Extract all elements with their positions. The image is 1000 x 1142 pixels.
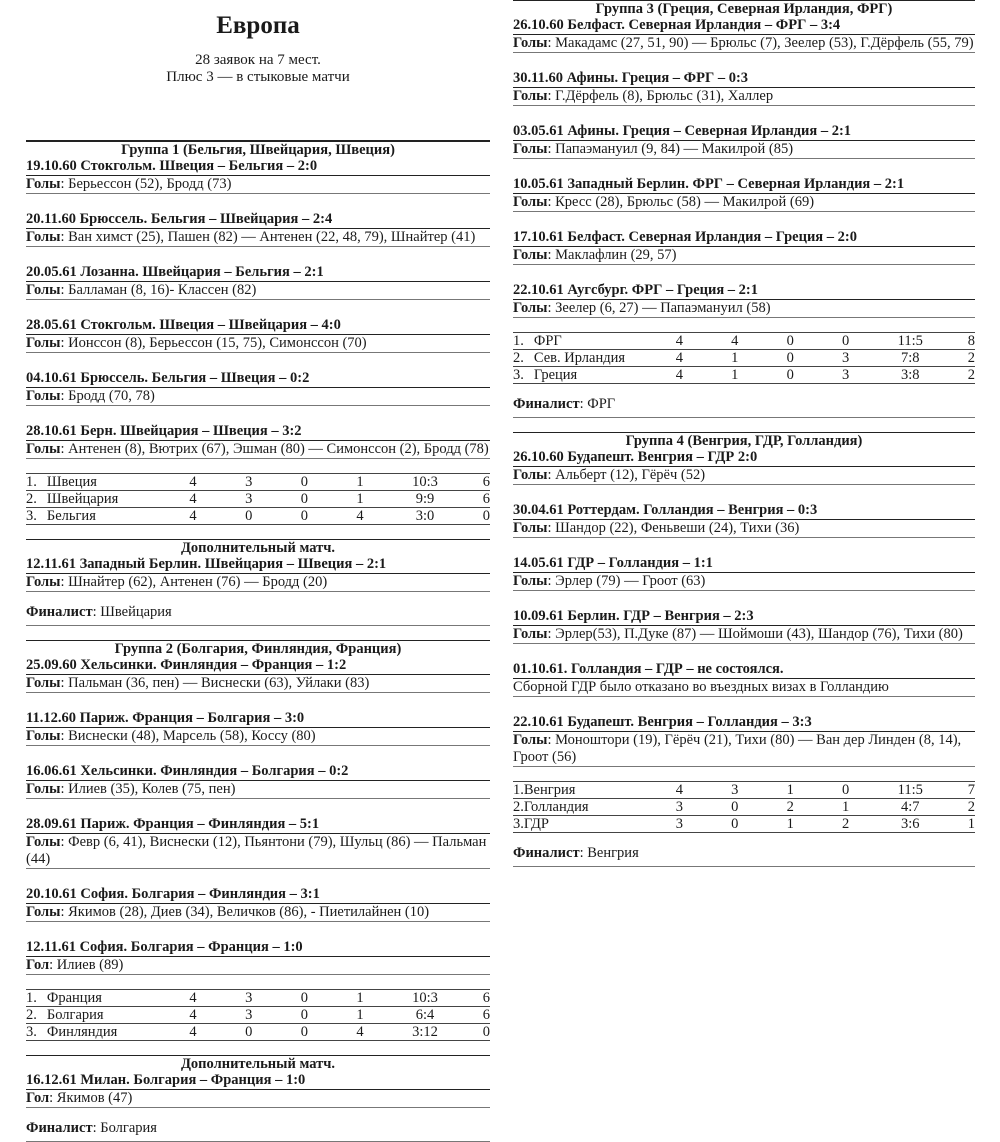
- goals-text: : Маклафлин (29, 57): [547, 247, 677, 263]
- standings-cell: 8: [947, 333, 975, 350]
- team-name: Греция: [533, 367, 578, 383]
- position: 2.: [513, 350, 524, 366]
- standings-cell: 4: [165, 990, 221, 1007]
- goals-label: Голы: [26, 904, 61, 920]
- goals-text: : Зеелер (6, 27) — Папаэмануил (58): [547, 300, 771, 316]
- goals-label: Голы: [26, 675, 61, 691]
- standings-row: [26, 1007, 490, 1024]
- team-cell: [26, 491, 165, 508]
- match-entry: [26, 423, 490, 459]
- team-name: Бельгия: [46, 508, 96, 524]
- standings-cell: 0: [707, 799, 762, 816]
- goals-text: : Виснески (48), Марсель (58), Коссу (80): [60, 728, 316, 744]
- standings-cell: 4: [332, 508, 388, 525]
- left-column: [26, 0, 490, 1142]
- standings-cell: 1: [762, 816, 817, 833]
- standings-cell: 1: [332, 990, 388, 1007]
- goals-text: : Эрлер (79) — Гроот (63): [547, 573, 706, 589]
- match-header: 01.10.61. Голландия – ГДР – не состоялся.: [513, 661, 975, 679]
- position: 2.Голландия: [513, 799, 589, 815]
- finalist-line: [26, 604, 490, 626]
- goals-label: Голы: [513, 467, 548, 483]
- standings-cell: 2: [947, 350, 975, 367]
- match-header: 22.10.61 Аугсбург. ФРГ – Греция – 2:1: [513, 282, 975, 300]
- goals-label: Голы: [513, 300, 548, 316]
- goals-line: [513, 626, 975, 644]
- match-header: 10.09.61 Берлин. ГДР – Венгрия – 2:3: [513, 608, 975, 626]
- standings-cell: 4: [652, 367, 707, 384]
- group-title: Группа 4 (Венгрия, ГДР, Голландия): [625, 433, 863, 449]
- standings-cell: 9:9: [388, 491, 462, 508]
- team-cell: [513, 367, 652, 384]
- team-cell: [513, 333, 652, 350]
- standings-row: [513, 350, 975, 367]
- goals-label: Голы: [513, 194, 548, 210]
- standings-cell: 4: [165, 1024, 221, 1041]
- goals-label: Голы: [26, 834, 61, 850]
- match-entry: [26, 816, 490, 869]
- match-entry: [26, 657, 490, 693]
- match-header: 04.10.61 Брюссель. Бельгия – Швеция – 0:2: [26, 370, 490, 388]
- standings-cell: 10:3: [388, 474, 462, 491]
- standings-cell: 1: [332, 474, 388, 491]
- goals-line: [513, 88, 975, 106]
- goals-label: Гол: [26, 957, 50, 973]
- goals-label: Голы: [26, 781, 61, 797]
- goals-text: : Эрлер(53), П.Дуке (87) — Шоймоши (43), Шандор (76), Тихи (80): [547, 626, 963, 642]
- match-header: 28.10.61 Берн. Швейцария – Швеция – 3:2: [26, 423, 490, 441]
- match-entry: [513, 123, 975, 159]
- goals-line: [26, 176, 490, 194]
- match-entry: [26, 317, 490, 353]
- intro-line: 28 заявок на 7 мест.: [195, 52, 321, 68]
- standings-cell: 1: [947, 816, 975, 833]
- match-entry: [26, 264, 490, 300]
- position: 2.: [26, 491, 37, 507]
- cancel-note: Сборной ГДР было отказано во въездных визах в Голландию: [513, 679, 975, 697]
- standings-cell: 4:7: [873, 799, 947, 816]
- standings-cell: 2: [947, 367, 975, 384]
- standings-row: [26, 508, 490, 525]
- team-cell: [26, 508, 165, 525]
- standings-cell: 3: [221, 474, 277, 491]
- goals-text: : Якимов (47): [49, 1090, 133, 1106]
- team-cell: [513, 782, 652, 799]
- match-header: 22.10.61 Будапешт. Венгрия – Голландия – 3:3: [513, 714, 975, 732]
- standings-cell: 3:0: [388, 508, 462, 525]
- goals-text: : Якимов (28), Диев (34), Величков (86), - Пиетилайнен (10): [60, 904, 430, 920]
- match-entry: [513, 714, 975, 767]
- match-header: 12.11.61 София. Болгария – Франция – 1:0: [26, 939, 490, 957]
- match-header: 20.05.61 Лозанна. Швейцария – Бельгия – 2:1: [26, 264, 490, 282]
- goals-label: Голы: [26, 335, 61, 351]
- team-cell: [26, 474, 165, 491]
- standings-cell: 6: [462, 491, 490, 508]
- goals-line: [513, 35, 975, 53]
- goals-label: Голы: [26, 282, 61, 298]
- standings-cell: 3:8: [873, 367, 947, 384]
- goals-line: [26, 1090, 490, 1108]
- match-header: 12.11.61 Западный Берлин. Швейцария – Швеция – 2:1: [26, 556, 490, 574]
- position: 3.: [26, 1024, 37, 1040]
- goals-line: [513, 573, 975, 591]
- group-2: [26, 640, 490, 1142]
- goals-line: [26, 675, 490, 693]
- standings-cell: 0: [818, 782, 873, 799]
- standings-cell: 3:12: [388, 1024, 462, 1041]
- match-entry: [26, 158, 490, 194]
- team-cell: [26, 1007, 165, 1024]
- goals-label: Голы: [513, 35, 548, 51]
- intro: [26, 44, 490, 104]
- position: 1.: [26, 474, 37, 490]
- standings-cell: 0: [221, 508, 277, 525]
- standings-cell: 2: [818, 816, 873, 833]
- goals-text: : Моноштори (19), Гёрёч (21), Тихи (80) — Ван дер Линден (8, 14), Гроот (56): [513, 732, 962, 765]
- standings-row: [513, 816, 975, 833]
- goals-line: [513, 520, 975, 538]
- goals-line: [513, 467, 975, 485]
- goals-text: : Ван химст (25), Пашен (82) — Антенен (22, 48, 79), Шнайтер (41): [60, 229, 476, 245]
- finalist-label: Финалист: [513, 396, 580, 412]
- match-entry: [513, 555, 975, 591]
- goals-line: [26, 388, 490, 406]
- standings-cell: 7: [947, 782, 975, 799]
- goals-text: : Кресс (28), Брюльс (58) — Макилрой (69): [547, 194, 815, 210]
- goals-text: : Бродд (70, 78): [60, 388, 155, 404]
- goals-text: : Балламан (8, 16)- Классен (82): [60, 282, 257, 298]
- match-header: 16.06.61 Хельсинки. Финляндия – Болгария – 0:2: [26, 763, 490, 781]
- standings-table: [513, 332, 975, 384]
- team-name: Болгария: [46, 1007, 104, 1023]
- match-header: 10.05.61 Западный Берлин. ФРГ – Северная Ирландия – 2:1: [513, 176, 975, 194]
- match-header: 28.09.61 Париж. Франция – Финляндия – 5:1: [26, 816, 490, 834]
- standings-cell: 7:8: [873, 350, 947, 367]
- standings-table: [26, 989, 490, 1041]
- standings-cell: 3: [221, 1007, 277, 1024]
- position: 3.: [513, 367, 524, 383]
- match-entry: [26, 1072, 490, 1108]
- match-header: 19.10.60 Стокгольм. Швеция – Бельгия – 2:0: [26, 158, 490, 176]
- goals-text: : Илиев (89): [49, 957, 124, 973]
- standings-cell: 0: [277, 491, 333, 508]
- goals-line: [26, 441, 490, 459]
- goals-label: Голы: [513, 732, 548, 748]
- standings-cell: 1: [332, 1007, 388, 1024]
- match-entry: [26, 763, 490, 799]
- goals-label: Голы: [26, 388, 61, 404]
- goals-label: Гол: [26, 1090, 50, 1106]
- goals-text: : Макадамс (27, 51, 90) — Брюльс (7), Зеелер (53), Г.Дёрфель (55, 79): [547, 35, 974, 51]
- goals-line: [26, 229, 490, 247]
- match-entry: [513, 502, 975, 538]
- standings-cell: 3: [221, 491, 277, 508]
- match-header: 16.12.61 Милан. Болгария – Франция – 1:0: [26, 1072, 490, 1090]
- goals-line: [26, 781, 490, 799]
- goals-line: [26, 904, 490, 922]
- standings-row: [26, 491, 490, 508]
- standings-cell: 0: [277, 508, 333, 525]
- standings-cell: 0: [277, 474, 333, 491]
- match-entry: [513, 17, 975, 53]
- goals-text: : Шнайтер (62), Антенен (76) — Бродд (20): [60, 574, 328, 590]
- standings-cell: 0: [221, 1024, 277, 1041]
- standings-cell: 3:6: [873, 816, 947, 833]
- match-entry: [26, 211, 490, 247]
- standings-row: [513, 333, 975, 350]
- standings-cell: 0: [818, 333, 873, 350]
- standings-row: [513, 782, 975, 799]
- finalist-team: : Швейцария: [92, 604, 172, 620]
- standings-row: [513, 367, 975, 384]
- standings-table: [513, 781, 975, 833]
- standings-cell: 0: [277, 1007, 333, 1024]
- goals-line: [513, 247, 975, 265]
- standings-cell: 4: [652, 782, 707, 799]
- standings-cell: 6: [462, 990, 490, 1007]
- goals-text: : Пальман (36, пен) — Виснески (63), Уйлаки (83): [60, 675, 370, 691]
- match-header: 28.05.61 Стокгольм. Швеция – Швейцария – 4:0: [26, 317, 490, 335]
- standings-cell: 0: [277, 990, 333, 1007]
- goals-line: [513, 141, 975, 159]
- goals-line: [513, 732, 975, 767]
- goals-line: [26, 282, 490, 300]
- match-entry: [26, 370, 490, 406]
- match-header: 30.04.61 Роттердам. Голландия – Венгрия – 0:3: [513, 502, 975, 520]
- team-name: Франция: [46, 990, 102, 1006]
- standings-cell: 0: [462, 1024, 490, 1041]
- standings-cell: 3: [652, 816, 707, 833]
- goals-label: Голы: [26, 229, 61, 245]
- standings-cell: 11:5: [873, 782, 947, 799]
- goals-text: : Антенен (8), Вютрих (67), Эшман (80) — Симонссон (2), Бродд (78): [60, 441, 489, 457]
- goals-line: [26, 728, 490, 746]
- position: 1.Венгрия: [513, 782, 576, 798]
- match-entry: [513, 176, 975, 212]
- standings-cell: 3: [221, 990, 277, 1007]
- goals-line: [513, 300, 975, 318]
- goals-text: : Папаэмануил (9, 84) — Макилрой (85): [547, 141, 794, 157]
- standings-cell: 4: [652, 333, 707, 350]
- goals-line: [513, 194, 975, 212]
- standings-cell: 10:3: [388, 990, 462, 1007]
- standings-row: [26, 990, 490, 1007]
- standings-cell: 0: [462, 508, 490, 525]
- standings-cell: 0: [762, 333, 817, 350]
- team-name: ФРГ: [533, 333, 562, 349]
- match-header: 11.12.60 Париж. Франция – Болгария – 3:0: [26, 710, 490, 728]
- standings-cell: 2: [947, 799, 975, 816]
- standings-cell: 1: [707, 350, 762, 367]
- group-title: Группа 1 (Бельгия, Швейцария, Швеция): [121, 142, 395, 158]
- team-cell: [26, 990, 165, 1007]
- team-cell: [26, 1024, 165, 1041]
- standings-cell: 4: [165, 491, 221, 508]
- goals-label: Голы: [26, 728, 61, 744]
- group-4: [513, 432, 975, 867]
- page-title: Европа: [216, 12, 300, 39]
- goals-text: : Ионссон (8), Берьессон (15, 75), Симонссон (70): [60, 335, 367, 351]
- match-header: 03.05.61 Афины. Греция – Северная Ирландия – 2:1: [513, 123, 975, 141]
- finalist-line: [513, 396, 975, 418]
- standings-cell: 6: [462, 474, 490, 491]
- standings-cell: 6:4: [388, 1007, 462, 1024]
- team-cell: [513, 350, 652, 367]
- goals-line: [26, 957, 490, 975]
- goals-line: [26, 335, 490, 353]
- position: 1.: [26, 990, 37, 1006]
- match-entry: [513, 282, 975, 318]
- position: 3.: [26, 508, 37, 524]
- goals-label: Голы: [26, 176, 61, 192]
- finalist-team: : Венгрия: [579, 845, 639, 861]
- team-name: Финляндия: [46, 1024, 118, 1040]
- goals-text: : Берьессон (52), Бродд (73): [60, 176, 232, 192]
- position: 3.ГДР: [513, 816, 549, 832]
- standings-cell: 0: [762, 367, 817, 384]
- standings-row: [26, 1024, 490, 1041]
- goals-label: Голы: [513, 141, 548, 157]
- match-entry: [26, 556, 490, 592]
- group-title: Группа 2 (Болгария, Финляндия, Франция): [114, 641, 402, 657]
- standings-cell: 3: [652, 799, 707, 816]
- match-entry: [26, 710, 490, 746]
- group-3: [513, 0, 975, 418]
- goals-text: : Илиев (35), Колев (75, пен): [60, 781, 236, 797]
- match-entry: [513, 449, 975, 485]
- team-name: Швейцария: [46, 491, 119, 507]
- standings-cell: 0: [277, 1024, 333, 1041]
- standings-cell: 3: [818, 367, 873, 384]
- standings-row: [513, 799, 975, 816]
- goals-text: : Шандор (22), Феньвеши (24), Тихи (36): [547, 520, 800, 536]
- finalist-line: [513, 845, 975, 867]
- match-header: 26.10.60 Будапешт. Венгрия – ГДР 2:0: [513, 449, 975, 467]
- goals-text: : Февр (6, 41), Виснески (12), Пьянтони (79), Шульц (86) — Пальман (44): [26, 834, 487, 867]
- match-entry: [513, 229, 975, 265]
- goals-label: Голы: [513, 520, 548, 536]
- finalist-label: Финалист: [513, 845, 580, 861]
- match-entry: [26, 939, 490, 975]
- intro-line: Плюс 3 — в стыковые матчи: [166, 69, 350, 85]
- standings-cell: 3: [818, 350, 873, 367]
- match-header: 30.11.60 Афины. Греция – ФРГ – 0:3: [513, 70, 975, 88]
- match-header: 20.10.61 София. Болгария – Финляндия – 3:1: [26, 886, 490, 904]
- goals-text: : Альберт (12), Гёрёч (52): [547, 467, 706, 483]
- standings-cell: 11:5: [873, 333, 947, 350]
- match-header: 14.05.61 ГДР – Голландия – 1:1: [513, 555, 975, 573]
- match-header: 20.11.60 Брюссель. Бельгия – Швейцария – 2:4: [26, 211, 490, 229]
- cancelled-match: [513, 661, 975, 697]
- goals-label: Голы: [26, 574, 61, 590]
- standings-cell: 4: [707, 333, 762, 350]
- position: 2.: [26, 1007, 37, 1023]
- match-header: 26.10.60 Белфаст. Северная Ирландия – ФРГ – 3:4: [513, 17, 975, 35]
- match-entry: [26, 886, 490, 922]
- team-name: Сев. Ирландия: [533, 350, 626, 366]
- standings-cell: 4: [165, 1007, 221, 1024]
- match-header: 25.09.60 Хельсинки. Финляндия – Франция – 1:2: [26, 657, 490, 675]
- standings-table: [26, 473, 490, 525]
- standings-cell: 1: [762, 782, 817, 799]
- goals-label: Голы: [513, 88, 548, 104]
- standings-cell: 1: [332, 491, 388, 508]
- position: 1.: [513, 333, 524, 349]
- goals-text: : Г.Дёрфель (8), Брюльс (31), Халлер: [547, 88, 774, 104]
- goals-label: Голы: [26, 441, 61, 457]
- finalist-team: : ФРГ: [579, 396, 616, 412]
- standings-cell: 1: [818, 799, 873, 816]
- team-cell: [513, 816, 652, 833]
- standings-cell: 4: [652, 350, 707, 367]
- standings-cell: 4: [332, 1024, 388, 1041]
- goals-label: Голы: [513, 573, 548, 589]
- goals-line: [26, 574, 490, 592]
- group-1: [26, 141, 490, 626]
- finalist-team: : Болгария: [92, 1120, 157, 1136]
- team-cell: [513, 799, 652, 816]
- team-name: Швеция: [46, 474, 97, 490]
- match-header: 17.10.61 Белфаст. Северная Ирландия – Греция – 2:0: [513, 229, 975, 247]
- finalist-line: [26, 1120, 490, 1142]
- standings-cell: 0: [707, 816, 762, 833]
- standings-cell: 0: [762, 350, 817, 367]
- standings-cell: 6: [462, 1007, 490, 1024]
- standings-cell: 1: [707, 367, 762, 384]
- finalist-label: Финалист: [26, 604, 93, 620]
- standings-row: [26, 474, 490, 491]
- right-column: [513, 0, 975, 867]
- match-entry: [513, 608, 975, 644]
- group-title: Группа 3 (Греция, Северная Ирландия, ФРГ): [595, 1, 893, 17]
- goals-label: Голы: [513, 247, 548, 263]
- standings-cell: 3: [707, 782, 762, 799]
- goals-line: [26, 834, 490, 869]
- extra-match-title: Дополнительный матч.: [26, 1055, 490, 1072]
- standings-cell: 4: [165, 508, 221, 525]
- standings-cell: 4: [165, 474, 221, 491]
- finalist-label: Финалист: [26, 1120, 93, 1136]
- match-entry: [513, 70, 975, 106]
- goals-label: Голы: [513, 626, 548, 642]
- standings-cell: 2: [762, 799, 817, 816]
- extra-match-title: Дополнительный матч.: [26, 539, 490, 556]
